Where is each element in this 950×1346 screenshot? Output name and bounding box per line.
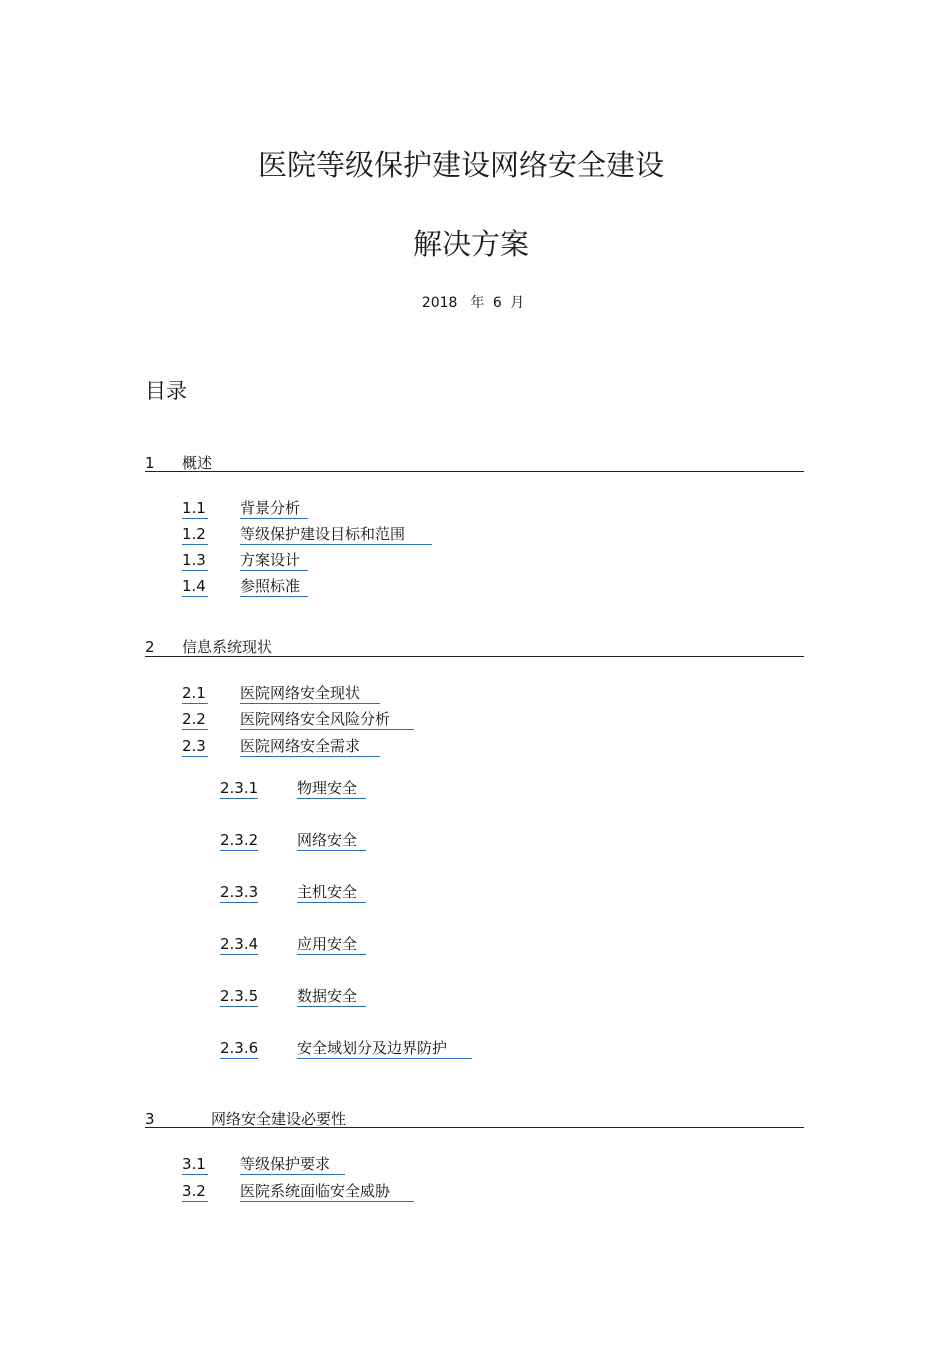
toc-section-1-2-title[interactable]: 等级保护建设目标和范围	[240, 525, 432, 545]
toc-subsection-2-3-3-number[interactable]: 2.3.3	[220, 883, 259, 901]
toc-chapter-2-rule	[145, 656, 804, 657]
toc-heading: 目录	[145, 379, 187, 403]
toc-section-1-2-number[interactable]: 1.2	[182, 525, 208, 545]
toc-section-2-3-number[interactable]: 2.3	[182, 737, 208, 757]
toc-subsection-2-3-6-number[interactable]: 2.3.6	[220, 1039, 259, 1057]
toc-section-1-1-title[interactable]: 背景分析	[240, 499, 308, 519]
toc-chapter-1-rule	[145, 471, 804, 472]
toc-section-2-3-title[interactable]: 医院网络安全需求	[240, 737, 380, 757]
toc-subsection-2-3-2-title[interactable]: 网络安全	[297, 831, 366, 851]
toc-subsection-2-3-4-title[interactable]: 应用安全	[297, 935, 366, 955]
toc-subsection-2-3-5-title[interactable]: 数据安全	[297, 987, 366, 1007]
toc-section-3-2-number[interactable]: 3.2	[182, 1182, 208, 1202]
toc-chapter-3-title[interactable]: 网络安全建设必要性	[211, 1110, 347, 1128]
toc-chapter-2-number[interactable]: 2	[145, 638, 155, 656]
document-title: 医院等级保护建设网络安全建设	[257, 148, 664, 182]
toc-section-2-1-title[interactable]: 医院网络安全现状	[240, 684, 380, 704]
toc-section-1-3-title[interactable]: 方案设计	[240, 551, 308, 571]
toc-subsection-2-3-1-number[interactable]: 2.3.1	[220, 779, 259, 797]
toc-chapter-3-number[interactable]: 3	[145, 1110, 155, 1128]
toc-section-1-3-number[interactable]: 1.3	[182, 551, 208, 571]
document-date	[0, 292, 946, 312]
toc-chapter-1-title[interactable]: 概述	[182, 454, 213, 472]
toc-subsection-2-3-4-number[interactable]: 2.3.4	[220, 935, 259, 953]
date-year-unit: 年	[470, 295, 485, 311]
document-subtitle: 解决方案	[412, 227, 529, 261]
toc-subsection-2-3-1-title[interactable]: 物理安全	[297, 779, 366, 799]
toc-subsection-2-3-6-title[interactable]: 安全域划分及边界防护	[297, 1039, 472, 1059]
toc-chapter-1-number[interactable]: 1	[145, 454, 155, 472]
toc-chapter-3-rule	[145, 1127, 804, 1128]
date-month: 6	[492, 295, 502, 311]
date-month-unit: 月	[510, 295, 525, 311]
toc-section-2-1-number[interactable]: 2.1	[182, 684, 208, 704]
toc-section-1-4-number[interactable]: 1.4	[182, 577, 208, 597]
toc-section-2-2-number[interactable]: 2.2	[182, 710, 208, 730]
date-year: 2018	[421, 295, 458, 311]
toc-subsection-2-3-5-number[interactable]: 2.3.5	[220, 987, 259, 1005]
toc-section-3-1-title[interactable]: 等级保护要求	[240, 1155, 345, 1175]
toc-section-2-2-title[interactable]: 医院网络安全风险分析	[240, 710, 414, 730]
toc-section-3-2-title[interactable]: 医院系统面临安全威胁	[240, 1182, 414, 1202]
toc-chapter-2-title[interactable]: 信息系统现状	[182, 638, 273, 656]
toc-section-1-1-number[interactable]: 1.1	[182, 499, 208, 519]
toc-subsection-2-3-3-title[interactable]: 主机安全	[297, 883, 366, 903]
toc-subsection-2-3-2-number[interactable]: 2.3.2	[220, 831, 259, 849]
toc-section-1-4-title[interactable]: 参照标准	[240, 577, 308, 597]
toc-section-3-1-number[interactable]: 3.1	[182, 1155, 208, 1175]
